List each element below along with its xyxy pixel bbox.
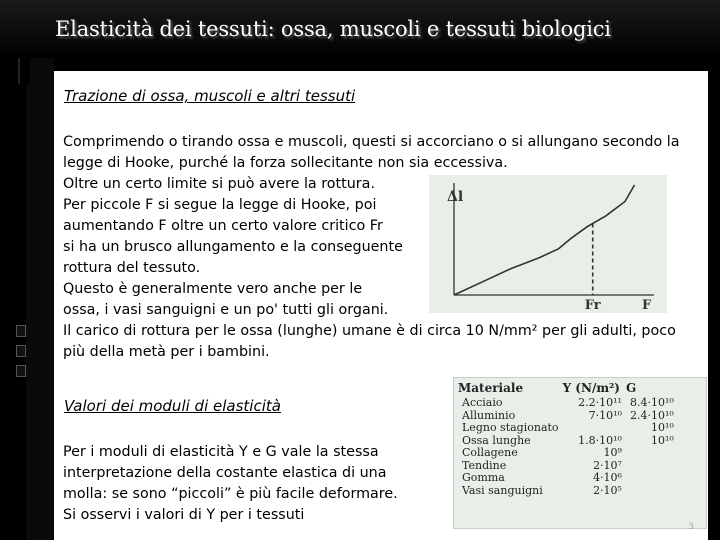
- table-cell: 10¹⁰: [650, 433, 674, 447]
- table-header: Materiale: [458, 381, 524, 395]
- body-line: Si osservi i valori di Y per i tessuti: [63, 507, 305, 523]
- body-line: Questo è generalmente vero anche per le: [63, 281, 363, 297]
- table-cell: [563, 422, 626, 435]
- table-header: Y (N/m²): [562, 381, 620, 395]
- stress-strain-graph: [429, 175, 667, 313]
- table-cell: 4·10⁶: [593, 471, 622, 484]
- page-number: 3: [688, 522, 694, 532]
- table-cell: 2.2·10¹¹: [578, 396, 622, 409]
- body-line: legge di Hooke, purché la forza sollecitante non sia eccessiva.: [63, 155, 508, 171]
- section-heading-moduli: Valori dei moduli di elasticità: [64, 397, 281, 415]
- body-line: Per piccole F si segue la legge di Hooke, poi: [63, 197, 377, 213]
- table-cell: [626, 472, 678, 485]
- graph-critical-label: Fr: [584, 298, 601, 313]
- table-cell: Tendine: [462, 458, 507, 472]
- body-line: rottura del tessuto.: [63, 260, 201, 276]
- body-line: Per i moduli di elasticità Y e G vale la stessa: [63, 444, 379, 460]
- table-row: [458, 472, 678, 485]
- body-line: Comprimendo o tirando ossa e muscoli, questi si accorciano o si allungano secondo la: [63, 134, 680, 150]
- corner-decoration: [18, 58, 30, 84]
- graph-x-label: F: [642, 298, 652, 313]
- left-decoration-box: [16, 325, 26, 337]
- graph-y-label: Δl: [447, 189, 464, 205]
- table-cell: [626, 447, 678, 460]
- table-cell: 8.4·10¹⁰: [629, 396, 674, 409]
- table-cell: Alluminio: [462, 408, 516, 422]
- table-cell: Acciaio: [462, 396, 503, 409]
- body-line: ossa, i vasi sanguigni e un po' tutti gli organi.: [63, 302, 389, 318]
- section-heading-traction: Trazione di ossa, muscoli e altri tessuti: [64, 87, 356, 105]
- body-line: interpretazione della costante elastica di una: [63, 465, 387, 481]
- body-line: si ha un brusco allungamento e la conseguente: [63, 239, 403, 255]
- slide-content: [54, 71, 708, 540]
- slide-title: Elasticità dei tessuti: ossa, muscoli e tessuti biologici: [55, 17, 611, 41]
- table-row: [458, 397, 678, 410]
- table-cell: [626, 485, 678, 498]
- table-cell: [626, 460, 678, 473]
- table-cell: Legno stagionato: [462, 421, 559, 434]
- body-line: Oltre un certo limite si può avere la rottura.: [63, 176, 375, 192]
- table-cell: Ossa lunghe: [462, 433, 531, 447]
- body-line-text: aumentando F oltre un certo valore critico Fr: [63, 218, 383, 234]
- table-cell: 10¹⁰: [650, 421, 674, 434]
- table-row: [458, 422, 678, 435]
- moduli-table: [458, 381, 678, 497]
- table-cell: Collagene: [462, 446, 518, 459]
- table-row: [458, 485, 678, 498]
- body-line: molla: se sono “piccoli” è più facile deformare.: [63, 486, 398, 502]
- table-cell: 7·10¹⁰: [588, 408, 622, 422]
- table-header: G: [625, 381, 637, 395]
- table-cell: 10⁹: [603, 446, 622, 459]
- table-cell: Gomma: [462, 471, 505, 484]
- table-cell: 2·10⁷: [593, 458, 622, 472]
- table-cell: 2.4·10¹⁰: [629, 408, 674, 422]
- table-row: [458, 447, 678, 460]
- left-decoration-box: [16, 365, 26, 377]
- table-cell: 1.8·10¹⁰: [578, 433, 622, 447]
- left-decoration-strip: [26, 58, 54, 540]
- left-decoration-box: [16, 345, 26, 357]
- table-cell: 2·10⁵: [593, 483, 622, 497]
- body-line: [63, 216, 383, 237]
- moduli-table-body: [458, 397, 678, 497]
- moduli-table-box: [453, 377, 707, 529]
- graph-curve: [454, 185, 635, 295]
- body-line: più della metà per i bambini.: [63, 344, 270, 360]
- table-cell: Vasi sanguigni: [462, 483, 543, 497]
- body-line: Il carico di rottura per le ossa (lunghe) umane è di circa 10 N/mm² per gli adulti, poco: [63, 323, 676, 339]
- graph-svg: [429, 175, 667, 313]
